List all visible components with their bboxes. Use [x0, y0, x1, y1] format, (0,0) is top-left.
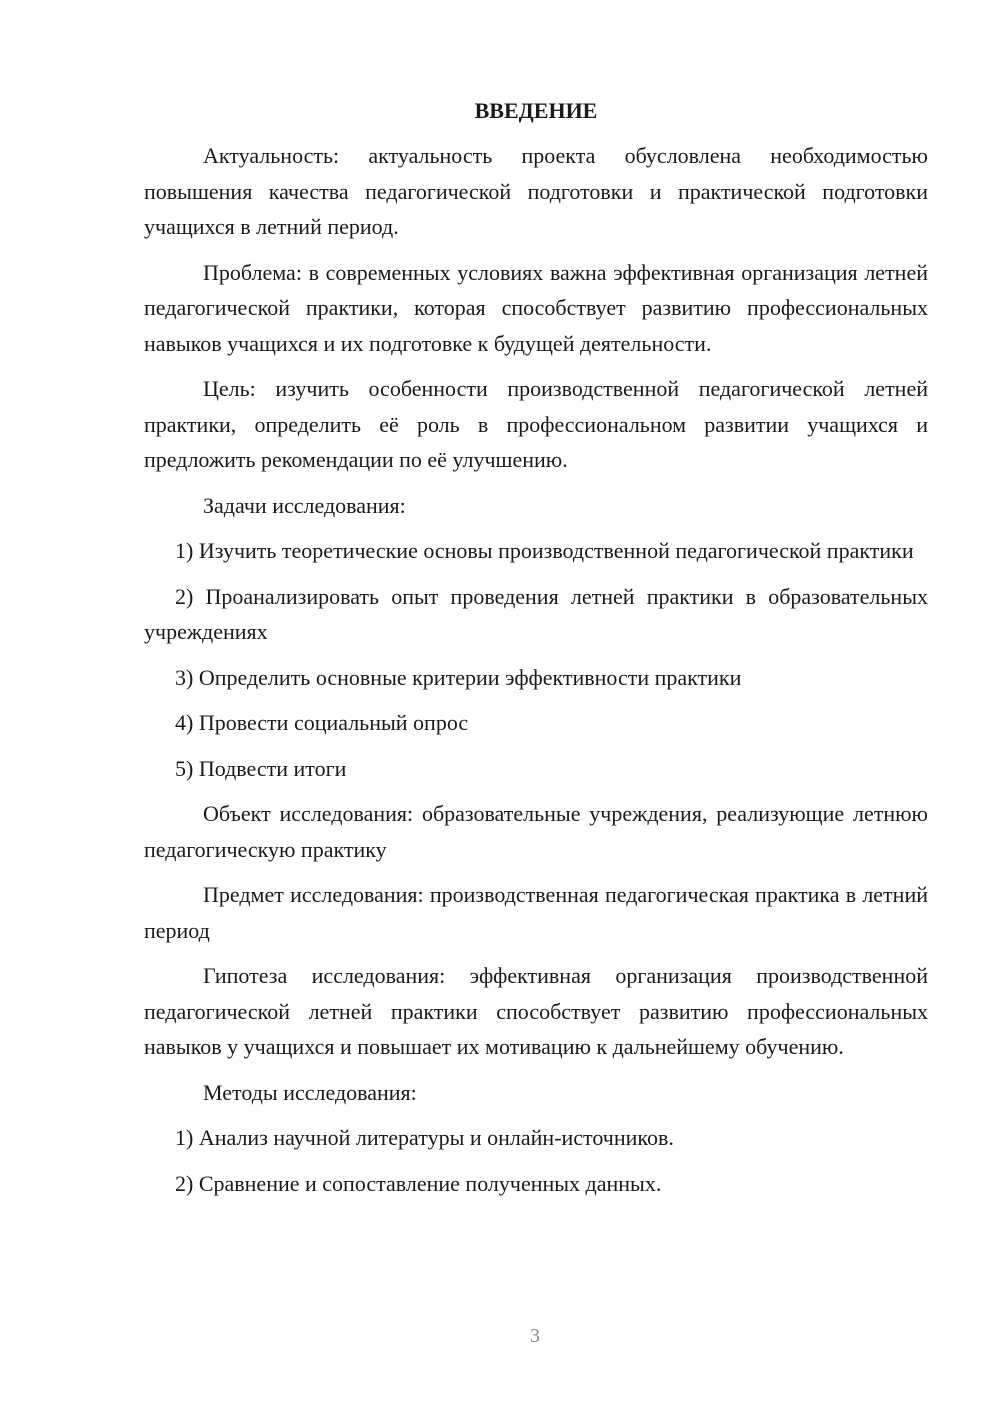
- task-item-4: 4) Провести социальный опрос: [175, 710, 469, 735]
- problem-paragraph: Проблема: в современных условиях важна эффективная организация летней педагогической практики, которая способствует развитию профессиональных навыков учащихся и их подготовке к будущей деятельности.: [144, 259, 928, 356]
- method-item-1: 1) Анализ научной литературы и онлайн-источников.: [175, 1125, 674, 1150]
- method-item-2: 2) Сравнение и сопоставление полученных данных.: [175, 1170, 662, 1196]
- hypothesis-paragraph: Гипотеза исследования: эффективная организация производственной педагогической летней практики способствует развитию профессиональных навыков у учащихся и повышает их мотивацию к дальнейшему обучению.: [144, 963, 928, 1059]
- page-title: ВВЕДЕНИЕ: [474, 98, 598, 123]
- subject-paragraph: Предмет исследования: производственная педагогическая практика в летний период: [144, 882, 928, 943]
- goal-paragraph: Цель: изучить особенности производственной педагогической летней практики, определить её роль в профессиональном развитии учащихся и предложить рекомендации по её улучшению.: [144, 376, 928, 472]
- object-paragraph: Объект исследования: образовательные учреждения, реализующие летнюю педагогическую практику: [144, 801, 928, 862]
- relevance-paragraph: Актуальность: актуальность проекта обусловлена необходимостью повышения качества педагогической подготовки и практической подготовки учащихся в летний период.: [144, 143, 928, 239]
- task-item-5: 5) Подвести итоги: [175, 755, 347, 781]
- tasks-title: Задачи исследования:: [203, 492, 406, 518]
- task-item-3: 3) Определить основные критерии эффективности практики: [175, 664, 742, 690]
- page-number: 3: [530, 1325, 540, 1347]
- methods-title: Методы исследования:: [203, 1079, 417, 1105]
- task-item-1: 1) Изучить теоретические основы производственной педагогической практики: [175, 538, 914, 563]
- document-page: [144, 93, 928, 1211]
- task-item-2: 2) Проанализировать опыт проведения летней практики в образовательных учреждениях: [144, 583, 928, 644]
